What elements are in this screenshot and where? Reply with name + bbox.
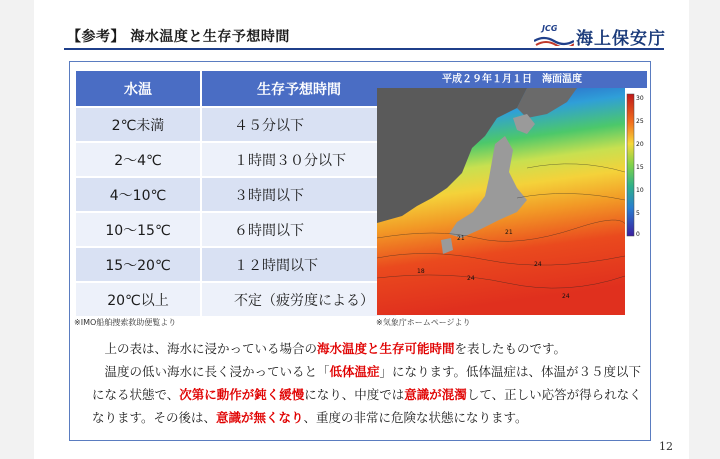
wave-icon: [534, 35, 574, 46]
sea-temperature-map: [377, 71, 647, 315]
table-row: [76, 211, 396, 246]
scale-tick: 20: [636, 141, 644, 148]
contour-label: 24: [467, 275, 475, 282]
temp-cell: 20℃以上: [76, 281, 202, 316]
text-span: 温度の低い海水に長く浸かっていると「: [104, 364, 330, 379]
scale-tick: 10: [636, 187, 644, 194]
header-water-temp: 水温: [76, 71, 202, 106]
table-row: [76, 141, 396, 176]
jcg-emblem: [534, 23, 576, 48]
paragraph-2: [92, 360, 642, 429]
highlight-text: 海水温度と生存可能時間: [317, 341, 455, 356]
table-source-note: ※IMO船舶捜索救助便覧より: [74, 318, 177, 327]
scale-tick: 15: [636, 164, 644, 171]
logo-text: 海上保安庁: [576, 29, 666, 49]
content-panel: [69, 61, 651, 441]
time-cell: ３時間以下: [202, 176, 396, 211]
scale-tick: 5: [636, 210, 640, 217]
highlight-text: 次第に動作が鈍く緩慢: [179, 387, 305, 402]
page-number: 12: [659, 440, 673, 453]
time-cell: １時間３０分以下: [202, 141, 396, 176]
temp-cell: 2℃未満: [76, 106, 202, 141]
time-cell: 不定（疲労度による）: [202, 281, 396, 316]
text-span: 」になります。低体温症は、体温が３５度以下になる状態で、: [92, 364, 642, 402]
explanation-text: [92, 337, 642, 429]
contour-label: 18: [417, 268, 425, 275]
scale-tick: 25: [636, 118, 644, 125]
scale-tick: 30: [636, 95, 644, 102]
map-source-note: ※気象庁ホームページより: [376, 318, 471, 327]
highlight-text: 意識が混濁: [404, 387, 467, 402]
color-scale-bar: [627, 94, 634, 236]
text-span: して、正しい応答が得られなくなります。その後は、: [92, 387, 642, 425]
survival-table: [76, 71, 396, 316]
text-span: になり、中度では: [304, 387, 405, 402]
table-row: [76, 281, 396, 316]
text-span: 上の表は、海水に浸かっている場合の: [104, 341, 318, 356]
temp-cell: 10～15℃: [76, 211, 202, 246]
temp-cell: 2～4℃: [76, 141, 202, 176]
table-row: [76, 106, 396, 141]
map-title: 平成２９年１月１日 海面温度: [377, 71, 647, 88]
temp-cell: 4～10℃: [76, 176, 202, 211]
contour-label: 24: [562, 293, 570, 300]
coast-guard-logo: [534, 24, 666, 49]
text-span: 、重度の非常に危険な状態になります。: [303, 410, 528, 425]
table-row: [76, 246, 396, 281]
highlight-text: 低体温症: [329, 364, 380, 379]
time-cell: ４５分以下: [202, 106, 396, 141]
contour-label: 21: [457, 235, 465, 242]
time-cell: ６時間以下: [202, 211, 396, 246]
table-row: [76, 176, 396, 211]
time-cell: １２時間以下: [202, 246, 396, 281]
slide: [34, 0, 689, 459]
text-span: を表したものです。: [454, 341, 567, 356]
paragraph-1: [92, 337, 642, 360]
contour-label: 21: [505, 229, 513, 236]
slide-title: 【参考】 海水温度と生存予想時間: [67, 29, 290, 45]
logo-mark-text: JCG: [542, 23, 558, 33]
map-image: [377, 88, 647, 315]
contour-label: 24: [534, 261, 542, 268]
scale-tick: 0: [636, 231, 640, 238]
temp-cell: 15～20℃: [76, 246, 202, 281]
header-survival-time: 生存予想時間: [202, 71, 396, 106]
highlight-text: 意識が無くなり: [216, 410, 304, 425]
